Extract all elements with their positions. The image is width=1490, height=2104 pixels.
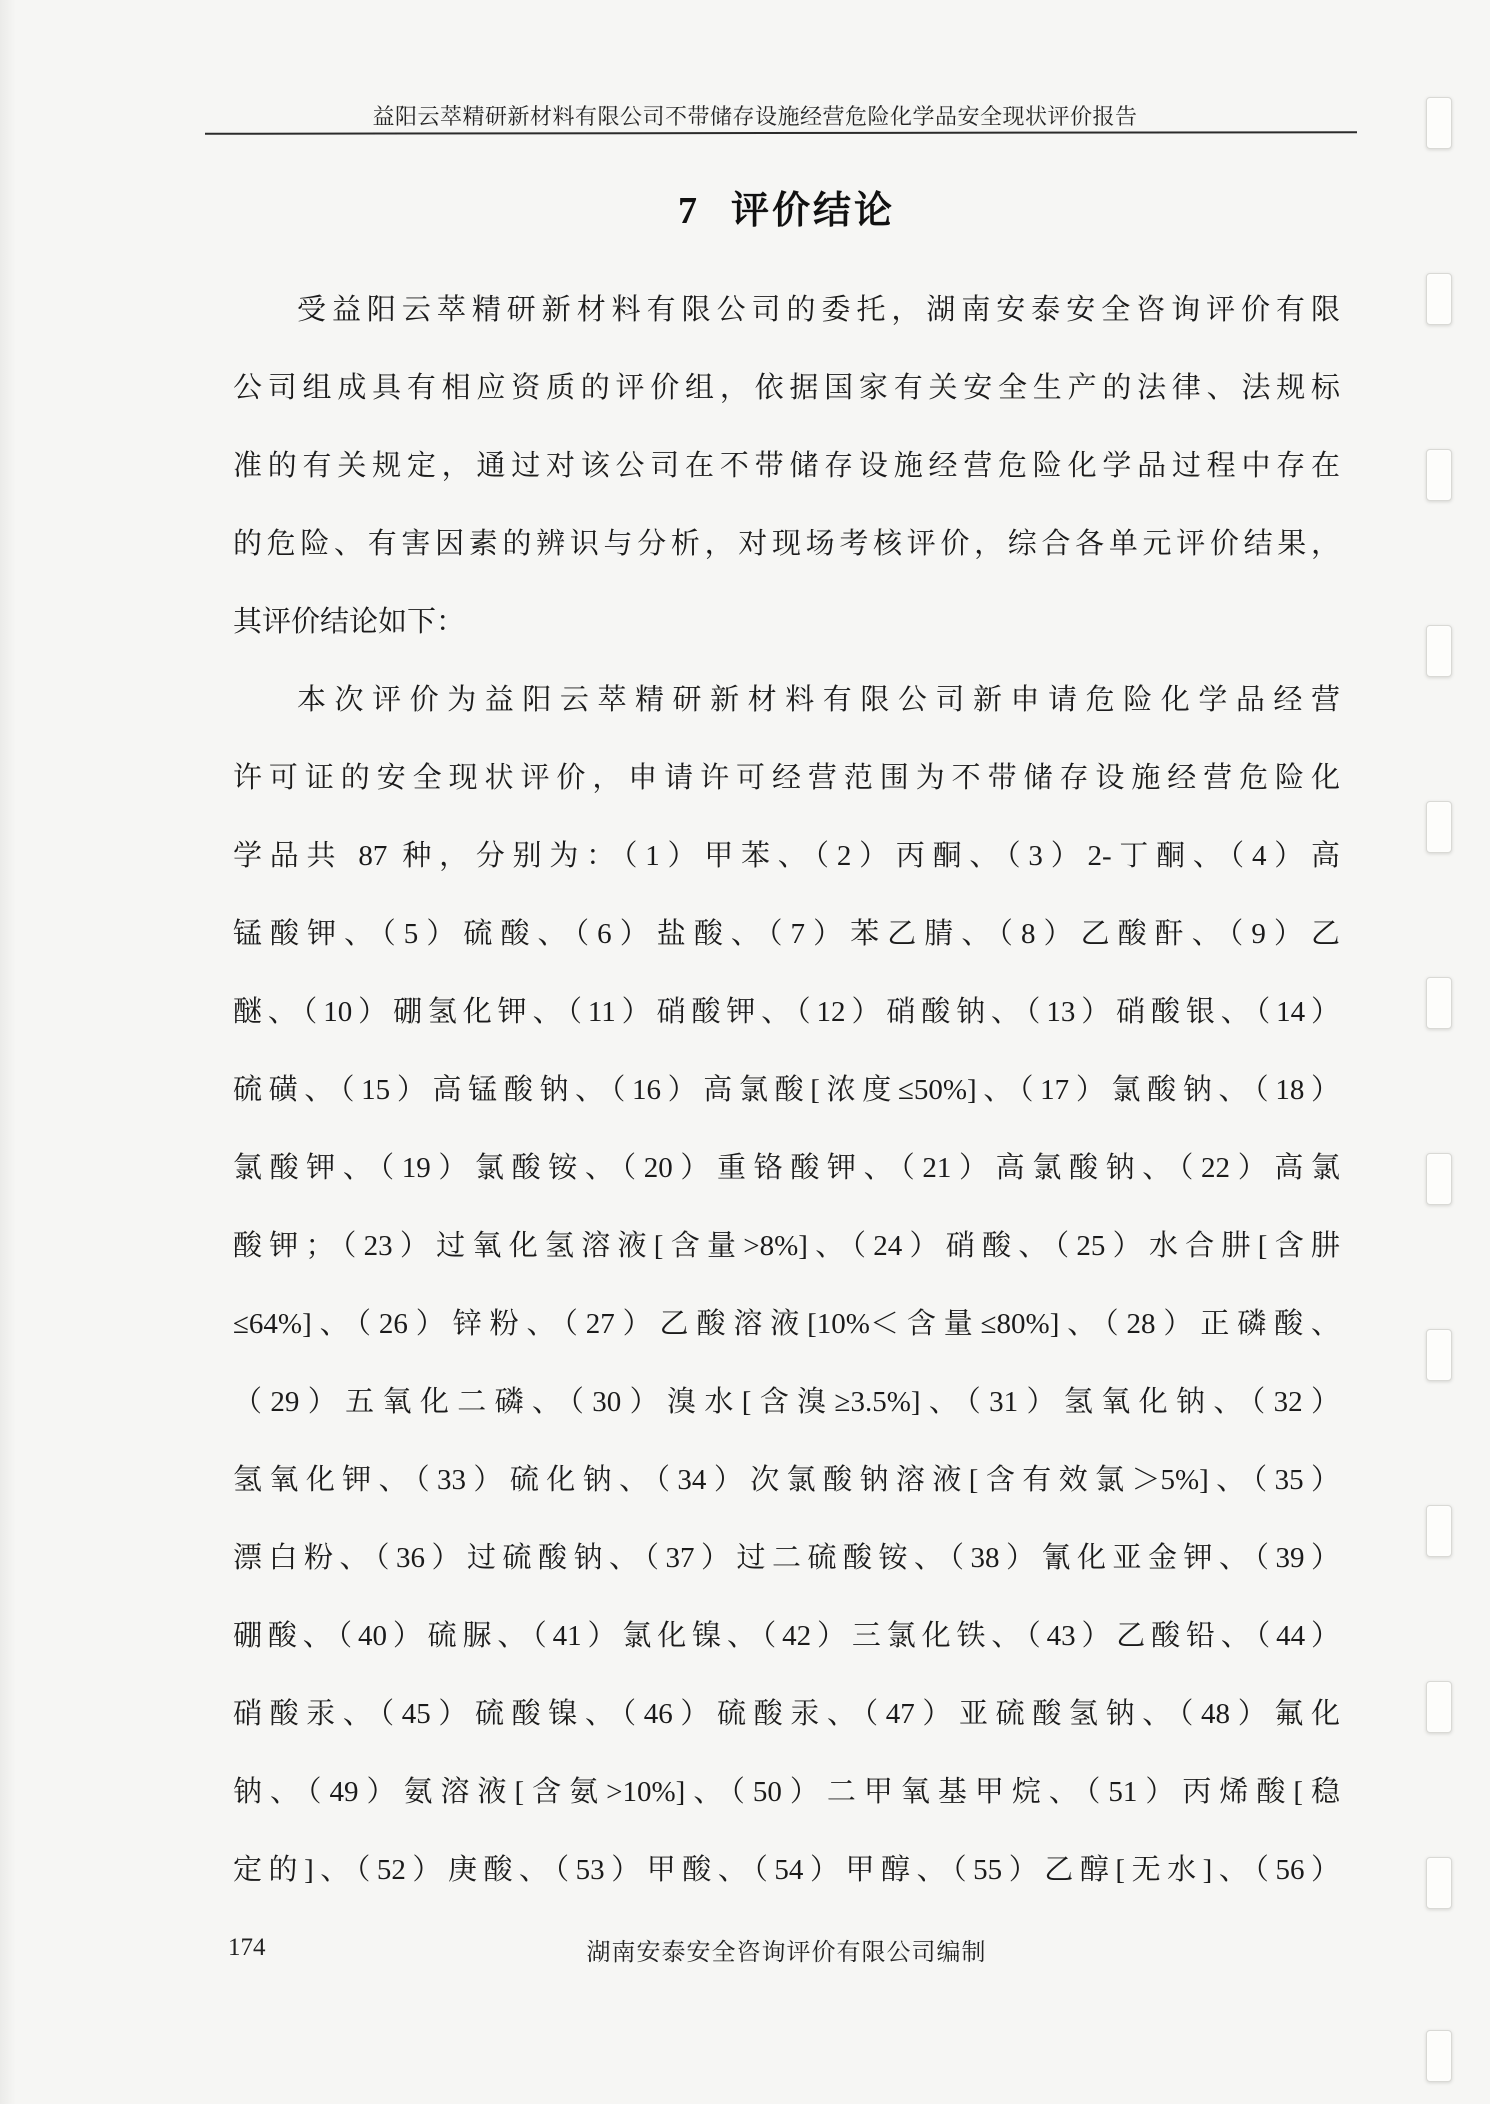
paragraph-line: 钠、（49）氨溶液[含氨>10%]、（50）二甲氧基甲烷、（51）丙烯酸[稳 bbox=[233, 1776, 1340, 1808]
paragraph-line: 硫磺、（15）高锰酸钠、（16）高氯酸[浓度≤50%]、（17）氯酸钠、（18） bbox=[233, 1074, 1340, 1106]
header-rule bbox=[205, 131, 1357, 135]
paragraph-line: 锰酸钾、（5）硫酸、（6）盐酸、（7）苯乙腈、（8）乙酸酐、（9）乙 bbox=[233, 918, 1340, 950]
paragraph-scope bbox=[233, 661, 1340, 1909]
paragraph-line: 硝酸汞、（45）硫酸镍、（46）硫酸汞、（47）亚硫酸氢钠、（48）氟化 bbox=[233, 1698, 1340, 1730]
paragraph-line: 漂白粉、（36）过硫酸钠、（37）过二硫酸铵、（38）氰化亚金钾、（39） bbox=[233, 1542, 1340, 1574]
binding-hole bbox=[1426, 1505, 1452, 1557]
paragraph-line: 氯酸钾、（19）氯酸铵、（20）重铬酸钾、（21）高氯酸钠、（22）高氯 bbox=[233, 1152, 1340, 1184]
binding-hole bbox=[1426, 1681, 1452, 1733]
paragraph-intro bbox=[233, 271, 1340, 661]
paragraph-line: 其评价结论如下： bbox=[233, 606, 466, 638]
section-number: 7 bbox=[677, 190, 697, 232]
section-title: 评价结论 bbox=[730, 190, 895, 232]
binding-hole bbox=[1426, 1153, 1452, 1205]
paragraph-line: 定的]、（52）庚酸、（53）甲酸、（54）甲醇、（55）乙醇[无水]、（56） bbox=[233, 1854, 1340, 1886]
paragraph-line: 氢氧化钾、（33）硫化钠、（34）次氯酸钠溶液[含有效氯＞5%]、（35） bbox=[233, 1464, 1340, 1496]
binding-hole bbox=[1426, 801, 1452, 853]
paragraph-line: 本次评价为益阳云萃精研新材料有限公司新申请危险化学品经营 bbox=[297, 684, 1340, 716]
paragraph-line: 受益阳云萃精研新材料有限公司的委托，湖南安泰安全咨询评价有限 bbox=[297, 294, 1340, 326]
section-heading bbox=[233, 188, 1340, 234]
paragraph-line: 硼酸、（40）硫脲、（41）氯化镍、（42）三氯化铁、（43）乙酸铅、（44） bbox=[233, 1620, 1340, 1652]
paragraph-line: 学品共 87 种，分别为：（1）甲苯、（2）丙酮、（3）2-丁酮、（4）高 bbox=[233, 840, 1340, 872]
body-text bbox=[233, 271, 1340, 1909]
binding-hole bbox=[1426, 1329, 1452, 1381]
paragraph-line: 准的有关规定，通过对该公司在不带储存设施经营危险化学品过程中存在 bbox=[233, 450, 1340, 482]
binding-hole bbox=[1426, 449, 1452, 501]
paragraph-line: 的危险、有害因素的辨识与分析，对现场考核评价，综合各单元评价结果， bbox=[233, 528, 1340, 560]
binding-hole bbox=[1426, 977, 1452, 1029]
binding-hole bbox=[1426, 1857, 1452, 1909]
binding-holes bbox=[1400, 0, 1490, 2104]
paragraph-line: 许可证的安全现状评价，申请许可经营范围为不带储存设施经营危险化 bbox=[233, 762, 1340, 794]
paragraph-line: （29）五氧化二磷、（30）溴水[含溴≥3.5%]、（31）氢氧化钠、（32） bbox=[233, 1386, 1340, 1418]
binding-hole bbox=[1426, 273, 1452, 325]
page-number: 174 bbox=[228, 1934, 266, 1961]
paragraph-line: 酸钾；（23）过氧化氢溶液[含量>8%]、（24）硝酸、（25）水合肼[含肼 bbox=[233, 1230, 1340, 1262]
binding-hole bbox=[1426, 2030, 1452, 2082]
paragraph-line: ≤64%]、（26）锌粉、（27）乙酸溶液[10%＜含量≤80%]、（28）正磷酸、 bbox=[233, 1308, 1340, 1340]
binding-hole bbox=[1426, 625, 1452, 677]
running-header-title: 益阳云萃精研新材料有限公司不带储存设施经营危险化学品安全现状评价报告 bbox=[372, 104, 1138, 129]
page-footer bbox=[0, 1932, 1490, 1972]
paragraph-line: 醚、（10）硼氢化钾、（11）硝酸钾、（12）硝酸钠、（13）硝酸银、（14） bbox=[233, 996, 1340, 1028]
binding-hole bbox=[1426, 97, 1452, 149]
publisher-credit: 湖南安泰安全咨询评价有限公司编制 bbox=[586, 1940, 987, 1966]
paragraph-line: 公司组成具有相应资质的评价组，依据国家有关安全生产的法律、法规标 bbox=[233, 372, 1340, 404]
